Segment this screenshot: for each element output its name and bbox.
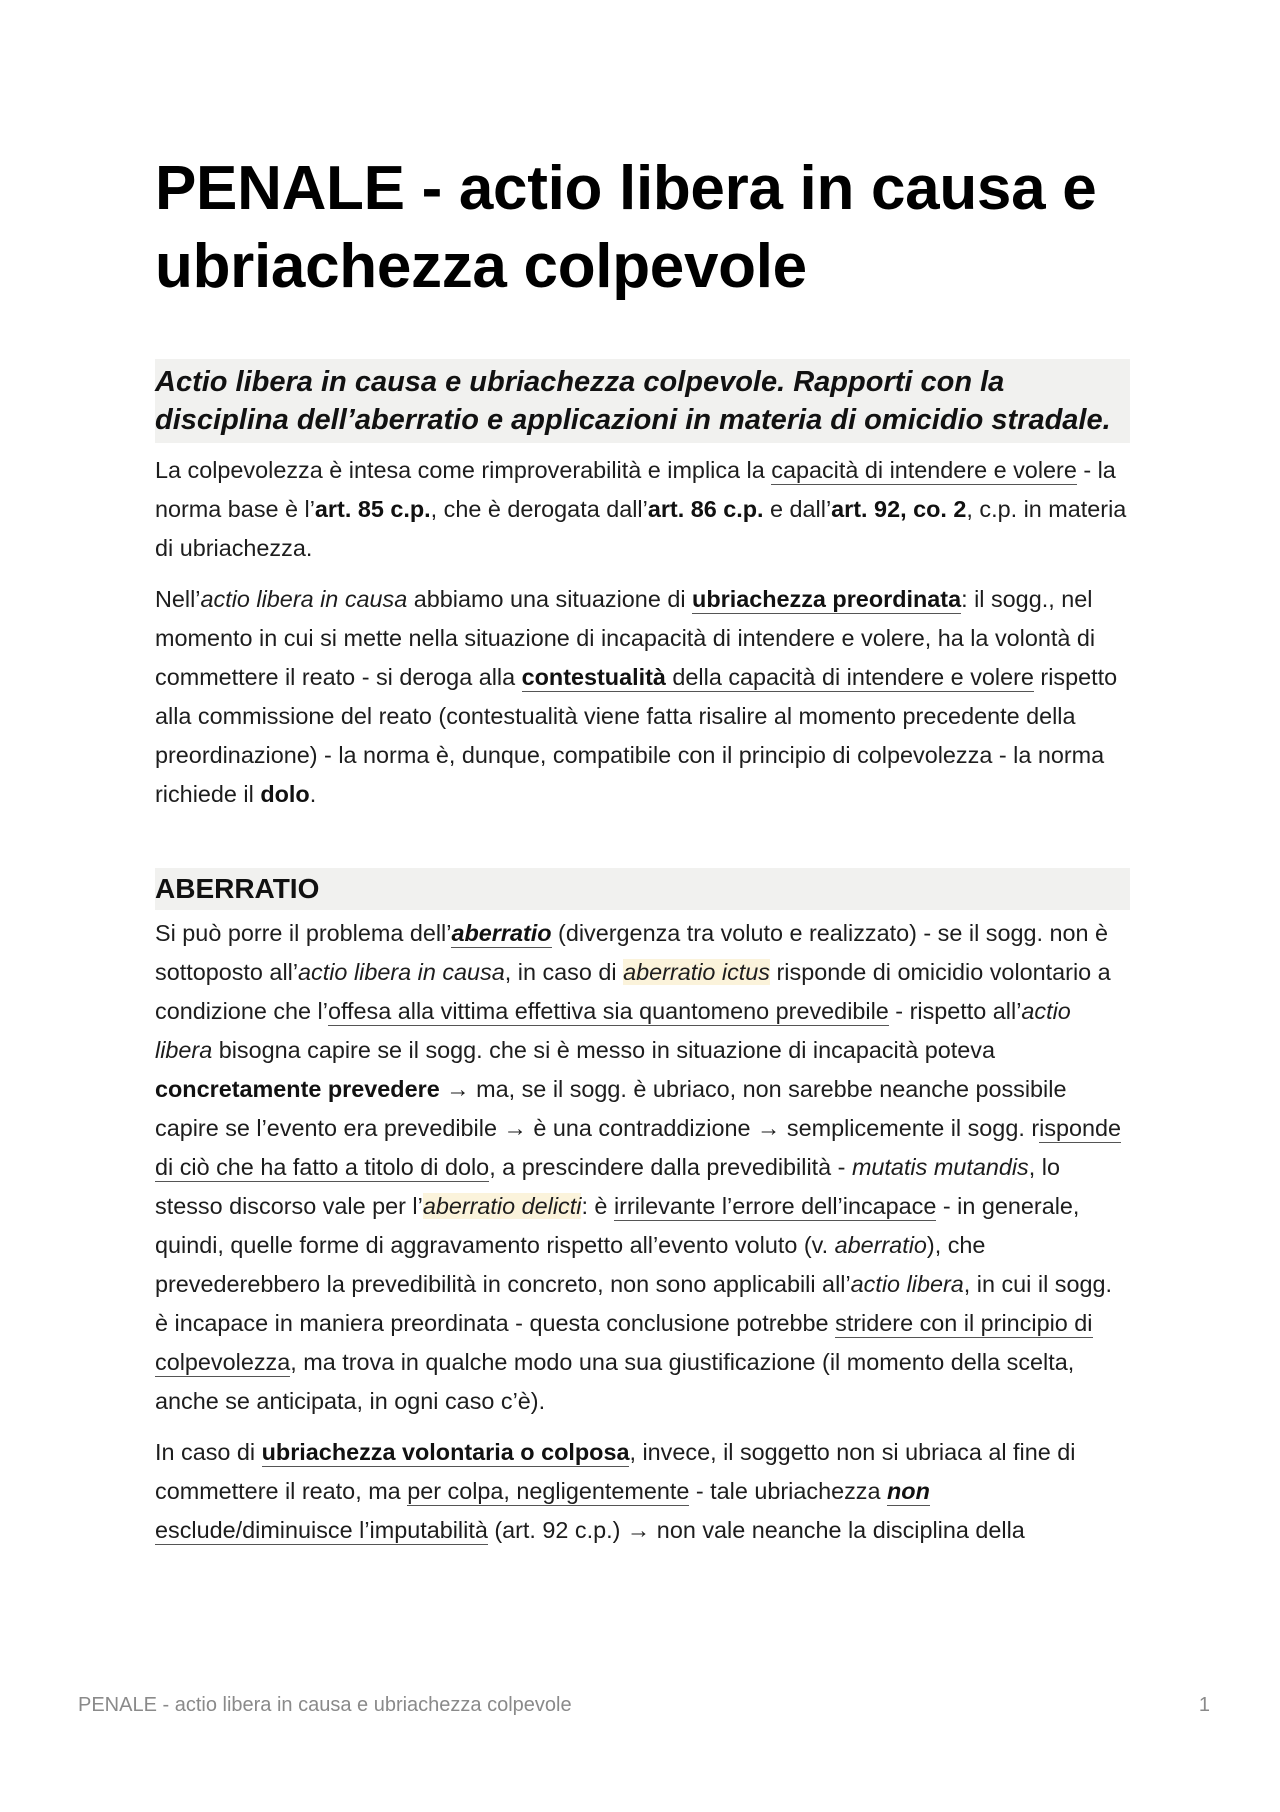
underlined-phrase: contestualità della capacità di intendere e volere (521, 664, 1034, 690)
bold-phrase: art. 85 c.p. (314, 496, 431, 522)
page-number: 1 (1198, 1694, 1210, 1716)
highlighted-phrase: aberratio delicti (422, 1193, 582, 1219)
paragraph-aberratio: Si può porre il problema dell’aberratio (divergenza tra voluto e realizzato) - se il sogg. non è sottoposto all’actio libera in causa, in caso di aberratio ictus risponde di omicidio volontario a condizione che l’offesa alla vittima effettiva sia quantomeno prevedibile - rispetto all’actio libera bisogna capire se il sogg. che si è messo in situazione di incapacità poteva concretamente prevedere → ma, se il sogg. è ubriaco, non sarebbe neanche possibile capire se l’evento era prevedibile → è una contraddizione → semplicemente il sogg. risponde di ciò che ha fatto a titolo di dolo, a prescindere dalla prevedibilità - mutatis mutandis, lo stesso discorso vale per l’aberratio delicti: è irrilevante l’errore dell’incapace - in generale, quindi, quelle forme di aggravamento rispetto all’evento voluto (v. aberratio), che prevederebbero la prevedibilità in concreto, non sono applicabili all’actio libera, in cui il sogg. è incapace in maniera preordinata - questa conclusione potrebbe stridere con il principio di colpevolezza, ma trova in qualche modo una sua giustificazione (il momento della scelta, anche se anticipata, in ogni caso c’è). (155, 920, 1122, 1414)
paragraph-ubriachezza-volontaria: In caso di ubriachezza volontaria o colposa, invece, il soggetto non si ubriaca al fine di commettere il reato, ma per colpa, negligentemente - tale ubriachezza non esclude/diminuisce l’imputabilità (art. 92 c.p.) → non vale neanche la disciplina della (155, 1439, 1076, 1543)
subheading: Actio libera in causa e ubriachezza colpevole. Rapporti con la disciplina dell’aberratio e applicazioni in materia di omicidio stradale. (155, 359, 1130, 443)
paragraph-actio-libera: Nell’actio libera in causa abbiamo una situazione di ubriachezza preordinata: il sogg., nel momento in cui si mette nella situazione di incapacità di intendere e volere, ha la volontà di commettere il reato - si deroga alla contestualità della capacità di intendere e volere rispetto alla commissione del reato (contestualità viene fatta risalire al momento precedente della preordinazione) - la norma è, dunque, compatibile con il principio di colpevolezza - la norma richiede il dolo. (155, 586, 1118, 807)
section-heading: ABERRATIO (155, 868, 1130, 910)
bold-phrase: art. 86 c.p. (647, 496, 764, 522)
highlighted-phrase: aberratio ictus (623, 959, 771, 985)
italic-phrase: aberratio (834, 1232, 927, 1258)
underlined-phrase: aberratio (451, 920, 552, 946)
underlined-phrase: offesa alla vittima effettiva sia quantomeno prevedibile (327, 998, 889, 1024)
underlined-phrase: stridere con il principio di colpevolezza (155, 1310, 1093, 1375)
underlined-phrase: isponde di ciò che ha fatto a titolo di dolo (155, 1115, 1122, 1180)
italic-phrase: actio libera in causa (200, 586, 408, 612)
underlined-phrase: irrilevante l’errore dell’incapace (613, 1193, 937, 1219)
underlined-phrase: ubriachezza preordinata (692, 586, 962, 612)
bold-phrase: art. 92, co. 2 (831, 496, 967, 522)
bold-phrase: concretamente prevedere (155, 1076, 440, 1102)
underlined-phrase: per colpa, negligentemente (407, 1478, 690, 1504)
italic-phrase: actio libera in causa (298, 959, 505, 985)
page-title: PENALE - actio libera in causa e ubriachezza colpevole (155, 154, 1097, 301)
footer-title: PENALE - actio libera in causa e ubriachezza colpevole (78, 1694, 572, 1716)
italic-phrase: mutatis mutandis (851, 1154, 1029, 1180)
page-footer (78, 1694, 1210, 1717)
paragraph-colpevolezza: La colpevolezza è intesa come rimproverabilità e implica la capacità di intendere e volere - la norma base è l’art. 85 c.p., che è derogata dall’art. 86 c.p. e dall’art. 92, co. 2, c.p. in materia di ubriachezza. (155, 457, 1127, 561)
underlined-phrase: ubriachezza volontaria o colposa (261, 1439, 630, 1465)
italic-phrase: actio libera (850, 1271, 964, 1297)
underlined-phrase: capacità di intendere e volere (771, 457, 1077, 483)
document-content (155, 150, 1130, 1562)
italic-phrase: actio libera (155, 998, 1071, 1063)
underlined-phrase: non esclude/diminuisce l’imputabilità (155, 1478, 930, 1543)
bold-phrase: dolo (260, 781, 310, 807)
